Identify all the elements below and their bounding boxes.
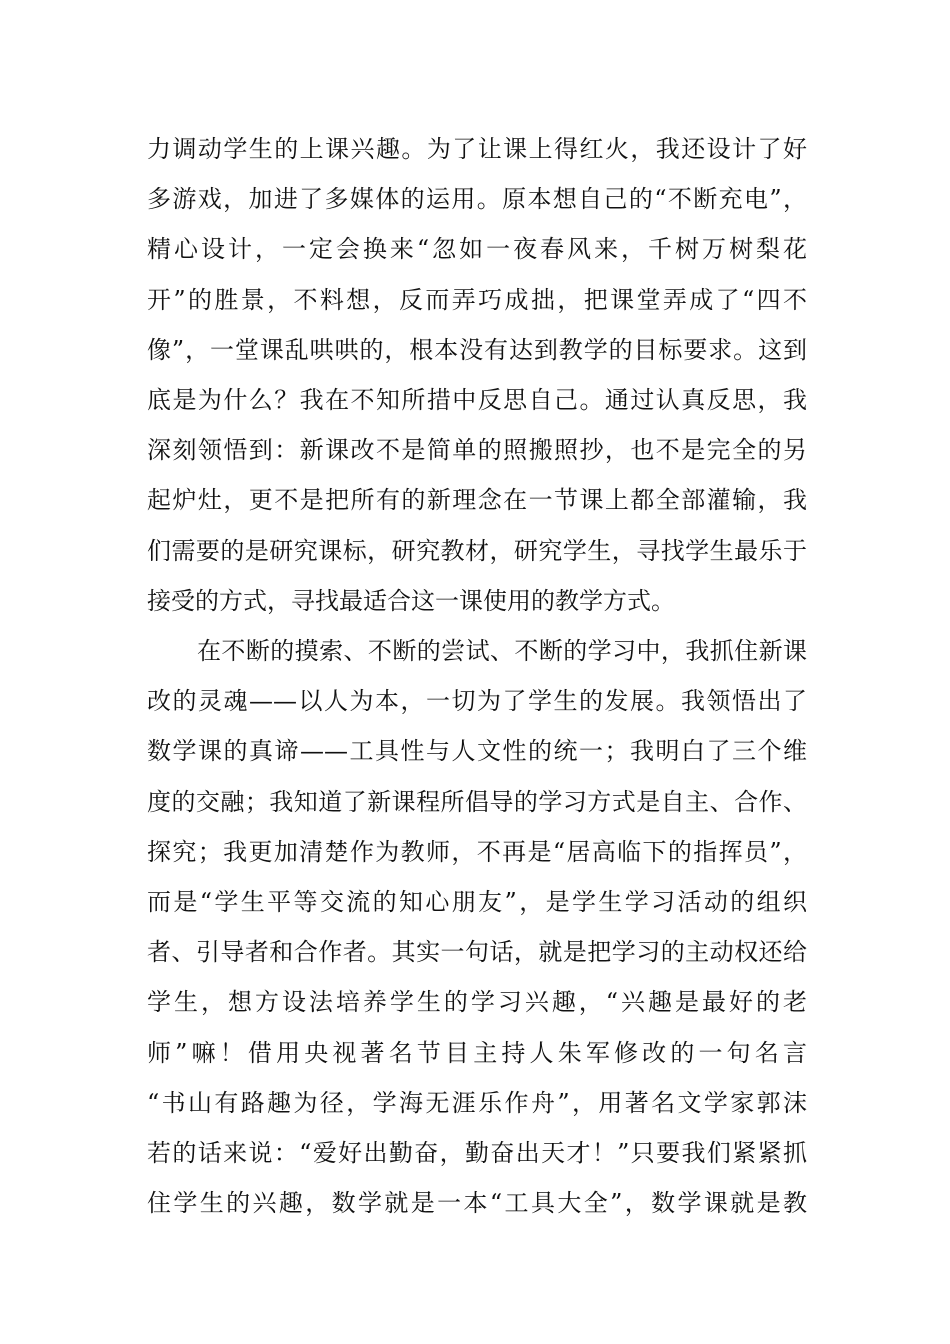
text-line: 多游戏，加进了多媒体的运用。原本想自己的“不断充电”，	[147, 185, 807, 214]
text-line: 数学课的真谛——工具性与人文性的统一；我明白了三个维	[147, 737, 807, 766]
text-line: 接受的方式，寻找最适合这一课使用的教学方式。	[147, 586, 675, 615]
text-line: 住学生的兴趣，数学就是一本“工具大全”，数学课就是教	[147, 1189, 807, 1218]
text-line: 在不断的摸索、不断的尝试、不断的学习中，我抓住新课	[197, 637, 807, 665]
text-line: 师”嘛！借用央视著名节目主持人朱军修改的一句名言	[147, 1038, 807, 1067]
paragraph-reflection	[147, 124, 807, 626]
text-line: 若的话来说：“爱好出勤奋，勤奋出天才！”只要我们紧紧抓	[147, 1138, 807, 1167]
text-line: 学生，想方设法培养学生的学习兴趣，“兴趣是最好的老	[147, 988, 807, 1017]
text-line: 像”，一堂课乱哄哄的，根本没有达到教学的目标要求。这到	[147, 335, 807, 364]
text-line: 者、引导者和合作者。其实一句话，就是把学习的主动权还给	[147, 938, 807, 967]
text-line: 精心设计，一定会换来“忽如一夜春风来，千树万树梨花	[147, 235, 807, 264]
paragraph-new-curriculum	[147, 626, 807, 1228]
text-line: 力调动学生的上课兴趣。为了让课上得红火，我还设计了好	[147, 135, 807, 163]
text-line: 底是为什么？我在不知所措中反思自己。通过认真反思，我	[147, 385, 807, 414]
text-line: 起炉灶，更不是把所有的新理念在一节课上都全部灌输，我	[147, 486, 807, 515]
text-line: 深刻领悟到：新课改不是简单的照搬照抄，也不是完全的另	[147, 436, 807, 465]
text-line: 度的交融；我知道了新课程所倡导的学习方式是自主、合作、	[147, 787, 807, 816]
text-line: 开”的胜景，不料想，反而弄巧成拙，把课堂弄成了“四不	[147, 285, 807, 314]
text-line: 改的灵魂——以人为本，一切为了学生的发展。我领悟出了	[147, 687, 807, 716]
text-line: 们需要的是研究课标，研究教材，研究学生，寻找学生最乐于	[147, 536, 807, 565]
text-line: 探究；我更加清楚作为教师，不再是“居高临下的指挥员”，	[147, 837, 807, 866]
text-line: 而是“学生平等交流的知心朋友”，是学生学习活动的组织	[147, 887, 807, 916]
text-line: “书山有路趣为径，学海无涯乐作舟”，用著名文学家郭沫	[147, 1088, 807, 1117]
